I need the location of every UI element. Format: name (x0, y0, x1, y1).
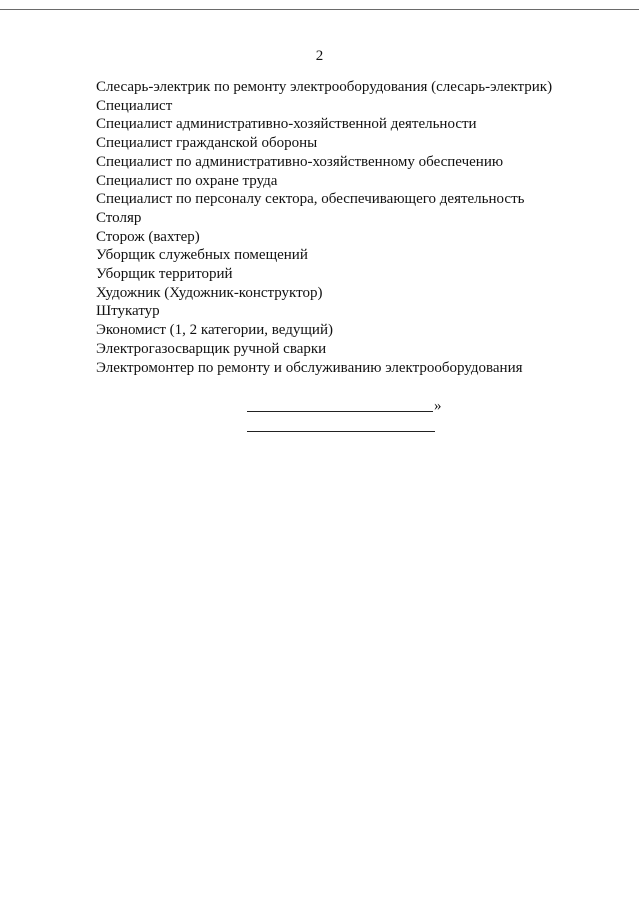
list-item: Столяр (96, 209, 142, 226)
list-item: Специалист по охране труда (96, 172, 278, 189)
page-number: 2 (315, 48, 324, 64)
list-item: Слесарь-электрик по ремонту электрооборудования (слесарь-электрик) (96, 79, 553, 95)
closing-quote-mark: » (434, 398, 442, 414)
list-item: Уборщик территорий (96, 266, 233, 283)
list-item: Специалист административно-хозяйственной деятельности (96, 116, 477, 133)
list-item: Специалист по персоналу сектора, обеспечивающего деятельность (96, 191, 525, 208)
list-item: Художник (Художник-конструктор) (96, 284, 323, 301)
closing-underline-2 (247, 431, 435, 432)
list-item: Экономист (1, 2 категории, ведущий) (96, 322, 333, 339)
list-item: Уборщик служебных помещений (96, 247, 308, 264)
list-item: Специалист (96, 97, 173, 114)
list-item: Электрогазосварщик ручной сварки (96, 340, 327, 357)
list-item: Штукатур (96, 303, 160, 320)
list-item: Специалист гражданской обороны (96, 135, 318, 152)
list-item: Сторож (вахтер) (96, 228, 200, 245)
positions-list (96, 78, 552, 377)
closing-underline-1 (247, 411, 433, 412)
list-item: Электромонтер по ремонту и обслуживанию электрооборудования (96, 359, 523, 376)
page-top-edge-line (0, 9, 639, 10)
list-item: Специалист по административно-хозяйственному обеспечению (96, 153, 504, 170)
